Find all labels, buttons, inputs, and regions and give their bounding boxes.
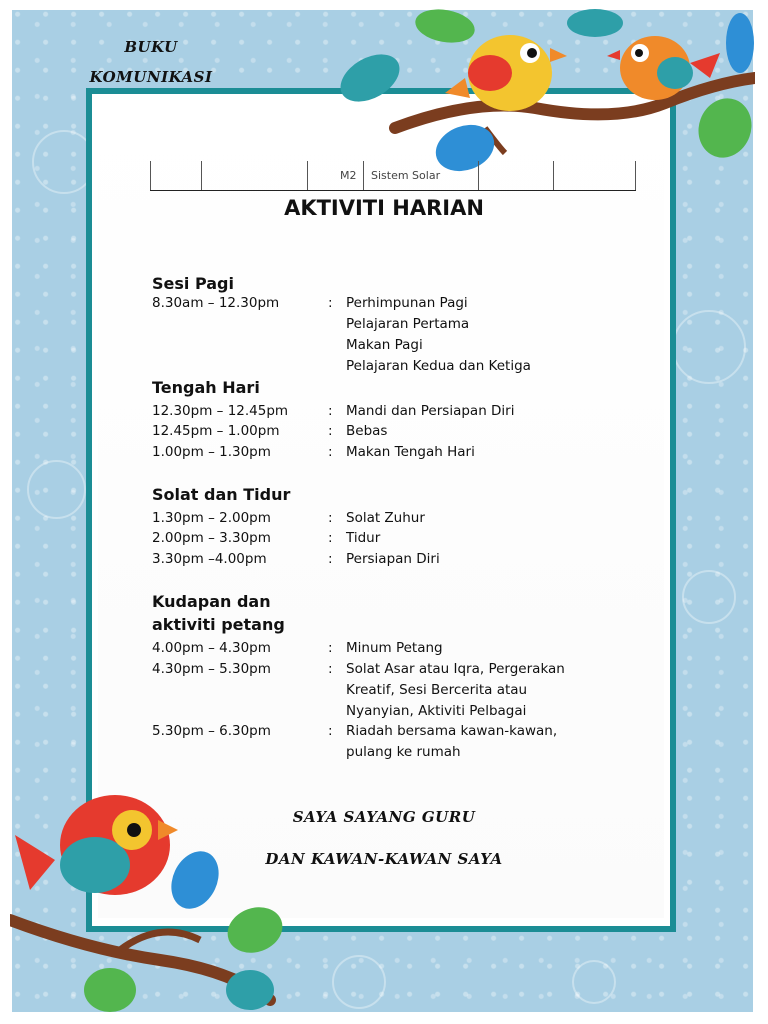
brand-line2: KOMUNIKASI [89, 68, 213, 86]
time-range: 1.00pm – 1.30pm [152, 444, 271, 460]
table-cell-divider [478, 161, 479, 190]
activity: Pelajaran Kedua dan Ketiga [346, 358, 531, 374]
colon-separator: : [328, 640, 333, 656]
section-heading-solat: Solat dan Tidur [152, 485, 291, 504]
swirl-decoration [572, 960, 616, 1004]
section-heading-kudapan: Kudapan dan [152, 592, 271, 611]
swirl-decoration [332, 955, 386, 1009]
activity: Perhimpunan Pagi [346, 295, 468, 311]
time-range: 12.45pm – 1.00pm [152, 423, 280, 439]
leaf-icon [226, 970, 274, 1010]
leaf-icon [690, 91, 755, 165]
colon-separator: : [328, 723, 333, 739]
birds-branch-illustration [335, 8, 755, 178]
table-cell-divider [363, 161, 364, 190]
activity: Kreatif, Sesi Bercerita atau [346, 682, 528, 698]
header-table-strip [150, 161, 636, 191]
activity: Bebas [346, 423, 388, 439]
section-heading-pagi: Sesi Pagi [152, 274, 234, 293]
page-title: AKTIVITI HARIAN [284, 196, 484, 220]
activity: Mandi dan Persiapan Diri [346, 403, 515, 419]
activity: Minum Petang [346, 640, 443, 656]
colon-separator: : [328, 530, 333, 546]
topbar-code: M2 [340, 169, 357, 182]
time-range: 8.30am – 12.30pm [152, 295, 280, 311]
topbar-subject: Sistem Solar [371, 169, 441, 182]
time-range: 4.00pm – 4.30pm [152, 640, 271, 656]
colon-separator: : [328, 444, 333, 460]
activity: Solat Asar atau Iqra, Pergerakan [346, 661, 565, 677]
brand-title [86, 32, 216, 92]
table-cell-divider [307, 161, 308, 190]
brand-line1: BUKU [124, 38, 178, 56]
colon-separator: : [328, 510, 333, 526]
table-cell-divider [635, 161, 636, 190]
time-range: 4.30pm – 5.30pm [152, 661, 271, 677]
swirl-decoration [672, 310, 746, 384]
colon-separator: : [328, 403, 333, 419]
leaf-icon [335, 45, 408, 112]
leaf-icon [567, 9, 623, 37]
swirl-decoration [682, 570, 736, 624]
table-cell-divider [553, 161, 554, 190]
table-cell-divider [150, 161, 151, 190]
table-cell-divider [201, 161, 202, 190]
footer-line2: DAN KAWAN-KAWAN SAYA [265, 850, 503, 868]
time-range: 5.30pm – 6.30pm [152, 723, 271, 739]
time-range: 2.00pm – 3.30pm [152, 530, 271, 546]
section-heading-kudapan-line2: aktiviti petang [152, 615, 285, 634]
activity: Makan Tengah Hari [346, 444, 475, 460]
leaf-icon [413, 8, 478, 47]
activity: Tidur [346, 530, 381, 546]
colon-separator: : [328, 661, 333, 677]
activity: Makan Pagi [346, 337, 423, 353]
time-range: 1.30pm – 2.00pm [152, 510, 271, 526]
activity: Solat Zuhur [346, 510, 425, 526]
leaf-icon [84, 968, 136, 1012]
colon-separator: : [328, 551, 333, 567]
time-range: 12.30pm – 12.45pm [152, 403, 289, 419]
activity: Persiapan Diri [346, 551, 440, 567]
colon-separator: : [328, 423, 333, 439]
leaf-icon [726, 13, 754, 73]
activity: Pelajaran Pertama [346, 316, 470, 332]
activity: Riadah bersama kawan-kawan, [346, 723, 558, 739]
footer-line1: SAYA SAYANG GURU [292, 808, 476, 826]
colon-separator: : [328, 295, 333, 311]
swirl-decoration [27, 460, 86, 519]
activity: pulang ke rumah [346, 744, 461, 760]
section-heading-tengah: Tengah Hari [152, 378, 260, 397]
activity: Nyanyian, Aktiviti Pelbagai [346, 703, 527, 719]
time-range: 3.30pm –4.00pm [152, 551, 267, 567]
leaf-icon [221, 900, 289, 960]
